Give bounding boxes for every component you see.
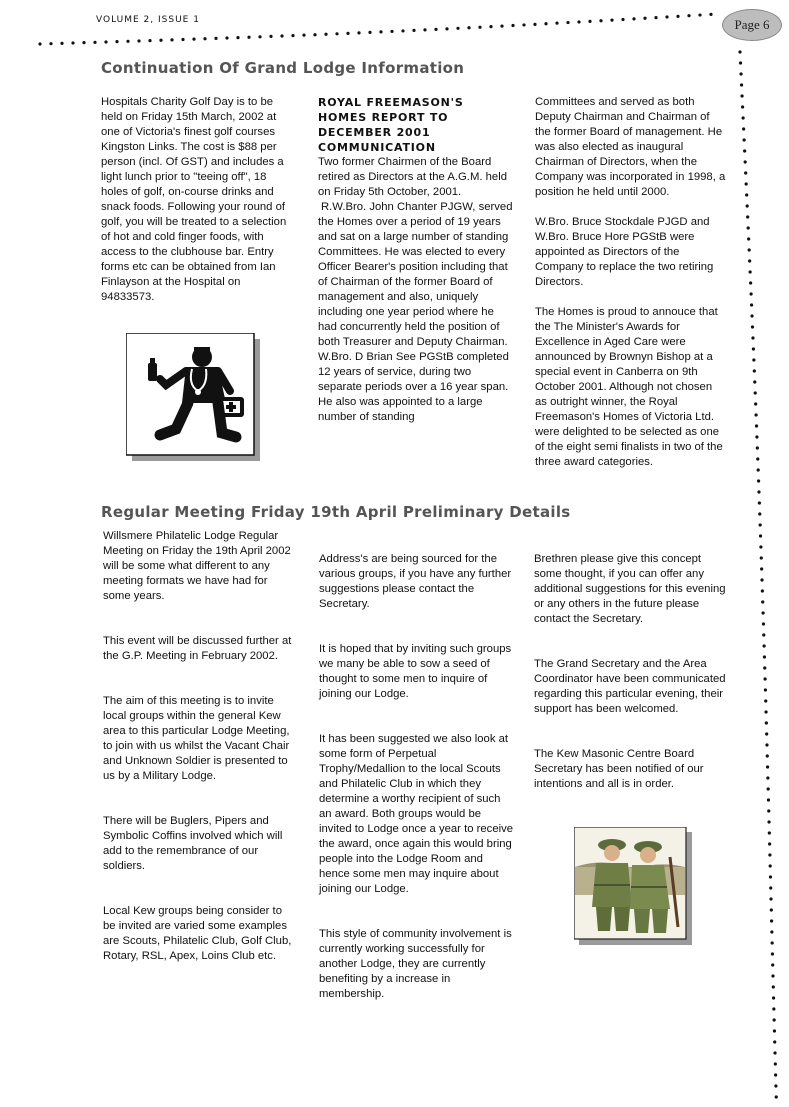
border-dot (742, 116, 745, 119)
border-dot (768, 831, 771, 834)
border-dot (738, 50, 741, 53)
doctor-illustration (126, 333, 260, 466)
border-dot (772, 996, 775, 999)
border-dot (753, 369, 756, 372)
paragraph: Committees and served as both Deputy Chairman and Chairman of the former Board of management. He was also elected as inaugural Chairman of Directors, when the Company was incorporated in 1998, a position he held until 2000. (535, 96, 726, 198)
border-dot (770, 930, 773, 933)
border-dot (258, 35, 261, 38)
border-dot (771, 963, 774, 966)
border-dot (313, 33, 316, 36)
border-dot (750, 314, 753, 317)
border-dot (767, 798, 770, 801)
paragraph: Address's are being sourced for the various groups, if you have any further suggestions please contact the Secretary. (319, 553, 512, 610)
border-dot (761, 611, 764, 614)
border-dot (577, 20, 580, 23)
border-dot (752, 347, 755, 350)
paragraph: This event will be discussed further at the G.P. Meeting in February 2002. (103, 635, 292, 662)
border-dot (137, 39, 140, 42)
border-dot (768, 853, 771, 856)
border-dot (434, 28, 437, 31)
border-dot (203, 37, 206, 40)
border-dot (771, 952, 774, 955)
border-dot (533, 23, 536, 26)
border-dot (269, 35, 272, 38)
border-dot (774, 1062, 777, 1065)
border-dot (767, 820, 770, 823)
border-dot (555, 22, 558, 25)
border-dot (765, 743, 768, 746)
border-dot (741, 105, 744, 108)
border-dot (763, 644, 766, 647)
paragraph: The Homes is proud to annouce that the The Minister's Awards for Excellence in Aged Care were announced by Brownyn Bishop at a special event in Canberra on 9th October 2001. Although not chosen as outright winner, the Royal Freemason's Homes of Victoria Ltd. were delighted to be selected as one of the eight semi finalists in two of the three award categories. (535, 306, 723, 468)
paragraph: Brethren please give this concept some thought, if you can offer any additional suggestions for this evening or any others in the future please contact the Secretary. (534, 553, 726, 625)
border-dot (379, 30, 382, 33)
border-dot (773, 1018, 776, 1021)
border-dot (773, 1051, 776, 1054)
section-heading-regular-meeting: Regular Meeting Friday 19th April Preliminary Details (101, 503, 571, 521)
border-dot (698, 13, 701, 16)
paragraph: R.W.Bro. John Chanter PJGW, served the Homes over a period of 19 years and sat on a large number of standing Committees. He was elected to every Officer Bearer's position including that of Chairman of the former Board of management and also, uniquely including one year period where he had concurrently held the position of both Treasurer and Deputy Chairman. W.Bro. D Brian See PGStB completed 12 years of service, during two separate periods over a 16 year span. He also was appointed to a large number of standing (318, 201, 513, 423)
border-dot (763, 677, 766, 680)
paragraph: Willsmere Philatelic Lodge Regular Meeting on Friday the 19th April 2002 will be some what different to any meeting formats we have had for some years. (103, 530, 291, 602)
border-dot (769, 886, 772, 889)
border-dot (750, 303, 753, 306)
paragraph: Local Kew groups being consider to be invited are varied some examples are Scouts, Philatelic Club, Golf Club, Rotary, RSL, Apex, Loins Club etc. (103, 905, 292, 962)
border-dot (745, 193, 748, 196)
border-dot (764, 710, 767, 713)
paragraph: W.Bro. Bruce Stockdale PJGD and W.Bro. Bruce Hore PGStB were appointed as Directors of the Company to replace the two retiring Directors. (535, 216, 714, 288)
border-dot (759, 534, 762, 537)
border-dot (302, 34, 305, 37)
border-dot (758, 512, 761, 515)
border-dot (773, 1040, 776, 1043)
border-dot (773, 1029, 776, 1032)
border-dot (770, 919, 773, 922)
border-dot (775, 1095, 778, 1098)
border-dot (763, 666, 766, 669)
paragraph: Hospitals Charity Golf Day is to be held on Friday 15th March, 2002 at one of Victoria's finest golf courses Kingston Links. The cost is $88 per person (incl. Of GST) and includes a light lunch prior to "teeing off", 18 holes of golf, on-course drinks and snack foods. Following your round of golf, you will be treated to a selection of hot and cold finger foods, with access to the clubhouse bar. Entry forms etc can be obtained from Ian Finlayson at the Hospital on 94833573. (101, 96, 287, 303)
soldiers-illustration (574, 827, 692, 950)
border-dot (763, 655, 766, 658)
border-dot (423, 28, 426, 31)
border-dot (632, 17, 635, 20)
border-dot (335, 32, 338, 35)
border-dot (412, 29, 415, 32)
border-dot (756, 446, 759, 449)
report-heading: ROYAL FREEMASON'S HOMES REPORT TO DECEMBER 2001 COMMUNICATION (318, 96, 464, 154)
border-dot (774, 1073, 777, 1076)
border-dot (467, 26, 470, 29)
border-dot (401, 29, 404, 32)
border-dot (756, 457, 759, 460)
border-dot (743, 138, 746, 141)
column-homes-awards (535, 95, 727, 485)
border-dot (753, 380, 756, 383)
border-dot (566, 21, 569, 24)
border-dot (766, 765, 769, 768)
border-dot (749, 292, 752, 295)
border-dot (489, 25, 492, 28)
border-dot (192, 38, 195, 41)
paragraph: The aim of this meeting is to invite local groups within the general Kew area to this particular Lodge Meeting, to join with us whilst the Vacant Chair and Unknown Soldier is presented to us by a Military Lodge. (103, 695, 290, 782)
border-dot (770, 908, 773, 911)
border-dot (767, 809, 770, 812)
border-dot (60, 42, 63, 45)
border-dot (104, 40, 107, 43)
border-dot (544, 22, 547, 25)
border-dot (760, 556, 763, 559)
border-dot (755, 435, 758, 438)
border-dot (739, 61, 742, 64)
border-dot (599, 19, 602, 22)
border-dot (751, 325, 754, 328)
border-dot (357, 31, 360, 34)
border-dot (610, 19, 613, 22)
border-dot (665, 15, 668, 18)
border-dot (764, 699, 767, 702)
border-dot (760, 567, 763, 570)
border-dot (765, 732, 768, 735)
border-dot (759, 545, 762, 548)
border-dot (247, 36, 250, 39)
border-dot (115, 40, 118, 43)
border-dot (748, 259, 751, 262)
border-dot (739, 72, 742, 75)
border-dot (654, 16, 657, 19)
border-dot (769, 897, 772, 900)
border-dot (740, 83, 743, 86)
border-dot (390, 30, 393, 33)
border-dot (82, 41, 85, 44)
border-dot (676, 15, 679, 18)
border-dot (762, 633, 765, 636)
border-dot (742, 127, 745, 130)
border-dot (772, 1007, 775, 1010)
border-dot (740, 94, 743, 97)
border-dot (758, 501, 761, 504)
border-dot (774, 1084, 777, 1087)
border-dot (764, 688, 767, 691)
border-dot (755, 424, 758, 427)
border-dot (621, 18, 624, 21)
border-dot (761, 589, 764, 592)
column-golf-day (101, 95, 293, 320)
border-dot (236, 36, 239, 39)
paragraph: There will be Buglers, Pipers and Symbolic Coffins involved which will add to the remembrance of our soldiers. (103, 815, 283, 872)
border-dot (754, 413, 757, 416)
border-dot (709, 13, 712, 16)
border-dot (771, 941, 774, 944)
border-dot (214, 37, 217, 40)
column-meeting-details (103, 529, 295, 979)
border-dot (759, 523, 762, 526)
border-dot (749, 270, 752, 273)
border-dot (478, 26, 481, 29)
border-dot (511, 24, 514, 27)
border-dot (280, 34, 283, 37)
border-dot (762, 622, 765, 625)
border-dot (760, 578, 763, 581)
border-dot (768, 842, 771, 845)
border-dot (751, 336, 754, 339)
column-meeting-groups (319, 552, 515, 1017)
border-dot (126, 40, 129, 43)
border-dot (324, 33, 327, 36)
paragraph: Two former Chairmen of the Board retired as Directors at the A.G.M. held on Friday 5th October, 2001. (318, 156, 507, 198)
border-dot (769, 864, 772, 867)
section-heading-grand-lodge: Continuation Of Grand Lodge Information (101, 59, 465, 77)
border-dot (148, 39, 151, 42)
border-dot (500, 24, 503, 27)
column-freemasons-report (318, 95, 514, 440)
border-dot (761, 600, 764, 603)
border-dot (752, 358, 755, 361)
border-dot (757, 468, 760, 471)
border-dot (746, 204, 749, 207)
border-dot (346, 32, 349, 35)
paragraph: It has been suggested we also look at some form of Perpetual Trophy/Medallion to the local Scouts and Philatelic Club in which they determine a worthy recipient of such an award. Both groups would be invited to Lodge once a year to receive the award, once again this would bring people into the Lodge Room and hence some men may inquire about joining our Lodge. (319, 733, 514, 895)
border-dot (767, 787, 770, 790)
border-dot (749, 281, 752, 284)
border-dot (159, 39, 162, 42)
border-dot (754, 402, 757, 405)
border-dot (757, 479, 760, 482)
border-dot (744, 171, 747, 174)
border-dot (38, 42, 41, 45)
border-dot (445, 27, 448, 30)
border-dot (746, 215, 749, 218)
border-dot (743, 149, 746, 152)
paragraph: It is hoped that by inviting such groups we many be able to sow a seed of thought to some men to inquire of joining our Lodge. (319, 643, 512, 700)
border-dot (291, 34, 294, 37)
border-dot (765, 721, 768, 724)
volume-issue: VOLUME 2, ISSUE 1 (96, 15, 200, 25)
paragraph: This style of community involvement is currently working successfully for another Lodge, they are currently benefiting by a increase in membership. (319, 928, 512, 1000)
border-dot (456, 27, 459, 30)
paragraph: The Kew Masonic Centre Board Secretary has been notified of our intentions and all is in order. (534, 748, 704, 790)
border-dot (766, 754, 769, 757)
border-dot (772, 985, 775, 988)
border-dot (49, 42, 52, 45)
border-dot (744, 160, 747, 163)
border-dot (588, 20, 591, 23)
border-dot (757, 490, 760, 493)
border-dot (93, 41, 96, 44)
page-number-badge: Page 6 (722, 9, 782, 41)
border-dot (225, 36, 228, 39)
border-dot (747, 226, 750, 229)
border-dot (643, 17, 646, 20)
border-dot (181, 38, 184, 41)
border-dot (170, 38, 173, 41)
border-dot (522, 23, 525, 26)
column-meeting-notices (534, 552, 726, 807)
border-dot (771, 974, 774, 977)
border-dot (368, 31, 371, 34)
border-dot (745, 182, 748, 185)
border-dot (71, 41, 74, 44)
border-dot (687, 14, 690, 17)
border-dot (747, 237, 750, 240)
paragraph: The Grand Secretary and the Area Coordinator have been communicated regarding this particular evening, their support has been welcomed. (534, 658, 726, 715)
border-dot (748, 248, 751, 251)
border-dot (769, 875, 772, 878)
border-dot (754, 391, 757, 394)
border-dot (766, 776, 769, 779)
